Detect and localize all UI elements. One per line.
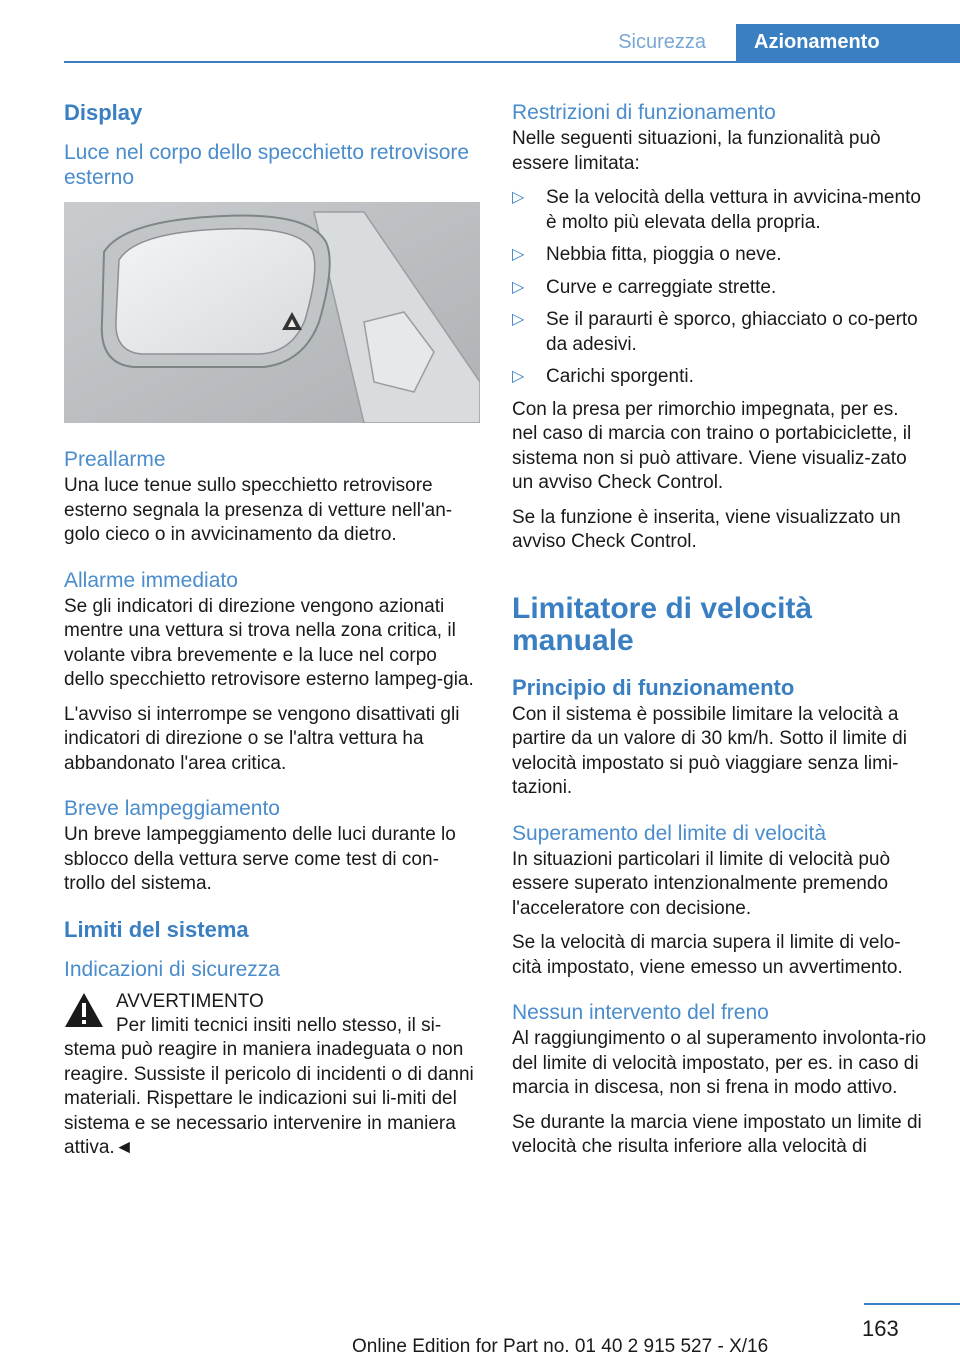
text-function-active: Se la funzione è inserita, viene visualizzato un avviso Check Control. (512, 506, 901, 552)
bullet-triangle-icon: ▷ (512, 368, 525, 385)
heading-immediate-alarm: Allarme immediato (64, 568, 238, 592)
heading-safety-notes: Indicazioni di sicurezza (64, 957, 280, 981)
left-column (64, 100, 480, 1161)
footer-edition: Online Edition for Part no. 01 40 2 915 527 - X/16 (352, 1336, 769, 1357)
bullet-triangle-icon: ▷ (512, 278, 525, 296)
heading-brief-flash: Breve lampeggiamento (64, 797, 280, 820)
text-exceed-1: In situazioni particolari il limite di velocità può essere superato intenzionalmente premendo l'acceleratore con decisione. (512, 848, 891, 919)
text-no-brake-2: Se durante la marcia viene impostato un limite di velocità che risulta inferiore alla velocità di (512, 1111, 922, 1157)
text-immediate-1: Se gli indicatori di direzione vengono azionati mentre una vettura si trova nella zona critica, il volante vibra brevemente e la luce nel corpo dello specchietto retrovisore esterno lampeg-gia. (64, 595, 474, 690)
heading-restrictions: Restrizioni di funzionamento (512, 101, 776, 124)
text-trailer: Con la presa per rimorchio impegnata, per es. nel caso di marcia con traino o portabiciclette, il sistema non si può attivare. Viene visualiz-zato un avviso Check Control. (512, 398, 912, 493)
text-principle: Con il sistema è possibile limitare la velocità a partire da un valore di 30 km/h. Sotto il limite di velocità impostato si può viaggiare senza limi-tazioni. (512, 703, 907, 798)
text-brief-flash: Un breve lampeggiamento delle luci durante lo sblocco della vettura serve come test di con-trollo del sistema. (64, 824, 456, 894)
right-column (512, 100, 928, 1170)
list-item: ▷ Carichi sporgenti. (512, 365, 928, 390)
list-item: ▷ Curve e carreggiate strette. (512, 276, 928, 301)
text-prealarm: Una luce tenue sullo specchietto retrovisore esterno segnala la presenza di vetture nell'an-golo cieco o in avvicinamento da dietro. (64, 475, 453, 545)
bullet-triangle-icon: ▷ (512, 189, 525, 206)
footer-rule (864, 1303, 960, 1305)
text-restrictions: Nelle seguenti situazioni, la funzionalità può essere limitata: (512, 128, 881, 174)
bullet-triangle-icon: ▷ (512, 311, 525, 328)
header-chapter-tab: Azionamento (736, 24, 960, 61)
heading-mirror-light: Luce nel corpo dello specchietto retrovisore esterno (64, 141, 470, 189)
heading-no-brake: Nessun intervento del freno (512, 1001, 769, 1024)
warning-text: Per limiti tecnici insiti nello stesso, il si-stema può reagire in maniera inadeguata o non reagire. Sussiste il pericolo di incidenti o di danni materiali. Rispettare le indicazioni sui li-miti del sistema e se necessario intervenire in maniera attiva.◄ (64, 1014, 474, 1158)
header-rule (64, 61, 960, 63)
list-item: ▷ Se il paraurti è sporco, ghiacciato o co-perto da adesivi. (512, 309, 918, 355)
restrictions-list (512, 186, 928, 390)
list-item: ▷ Se la velocità della vettura in avvicina-mento è molto più elevata della propria. (512, 187, 921, 233)
bullet-triangle-icon: ▷ (512, 246, 525, 263)
heading-system-limits: Limiti del sistema (64, 916, 249, 942)
header-section-tab: Sicurezza (618, 31, 706, 53)
text-no-brake-1: Al raggiungimento o al superamento involonta-rio del limite di velocità impostato, per es. in caso di marcia in discesa, non si frena in modo attivo. (512, 1028, 927, 1098)
warning-icon (64, 992, 104, 1028)
heading-exceed-limit: Superamento del limite di velocità (512, 821, 826, 845)
text-immediate-2: L'avviso si interrompe se vengono disattivati gli indicatori di direzione o se l'altra vettura ha abbandonato l'area critica. (64, 703, 460, 774)
text-exceed-2: Se la velocità di marcia supera il limite di velo-cità impostato, viene emesso un avvertimento. (512, 932, 903, 978)
warning-box (64, 990, 480, 1038)
mirror-illustration (64, 202, 480, 423)
heading-display: Display (64, 100, 143, 125)
list-item: ▷ Nebbia fitta, pioggia o neve. (512, 243, 928, 268)
warning-title: AVVERTIMENTO (116, 990, 264, 1012)
page-number: 163 (862, 1316, 899, 1341)
heading-principle: Principio di funzionamento (512, 674, 795, 700)
heading-prealarm: Preallarme (64, 448, 166, 471)
heading-speed-limiter: Limitatore di velocità manuale (512, 591, 813, 657)
